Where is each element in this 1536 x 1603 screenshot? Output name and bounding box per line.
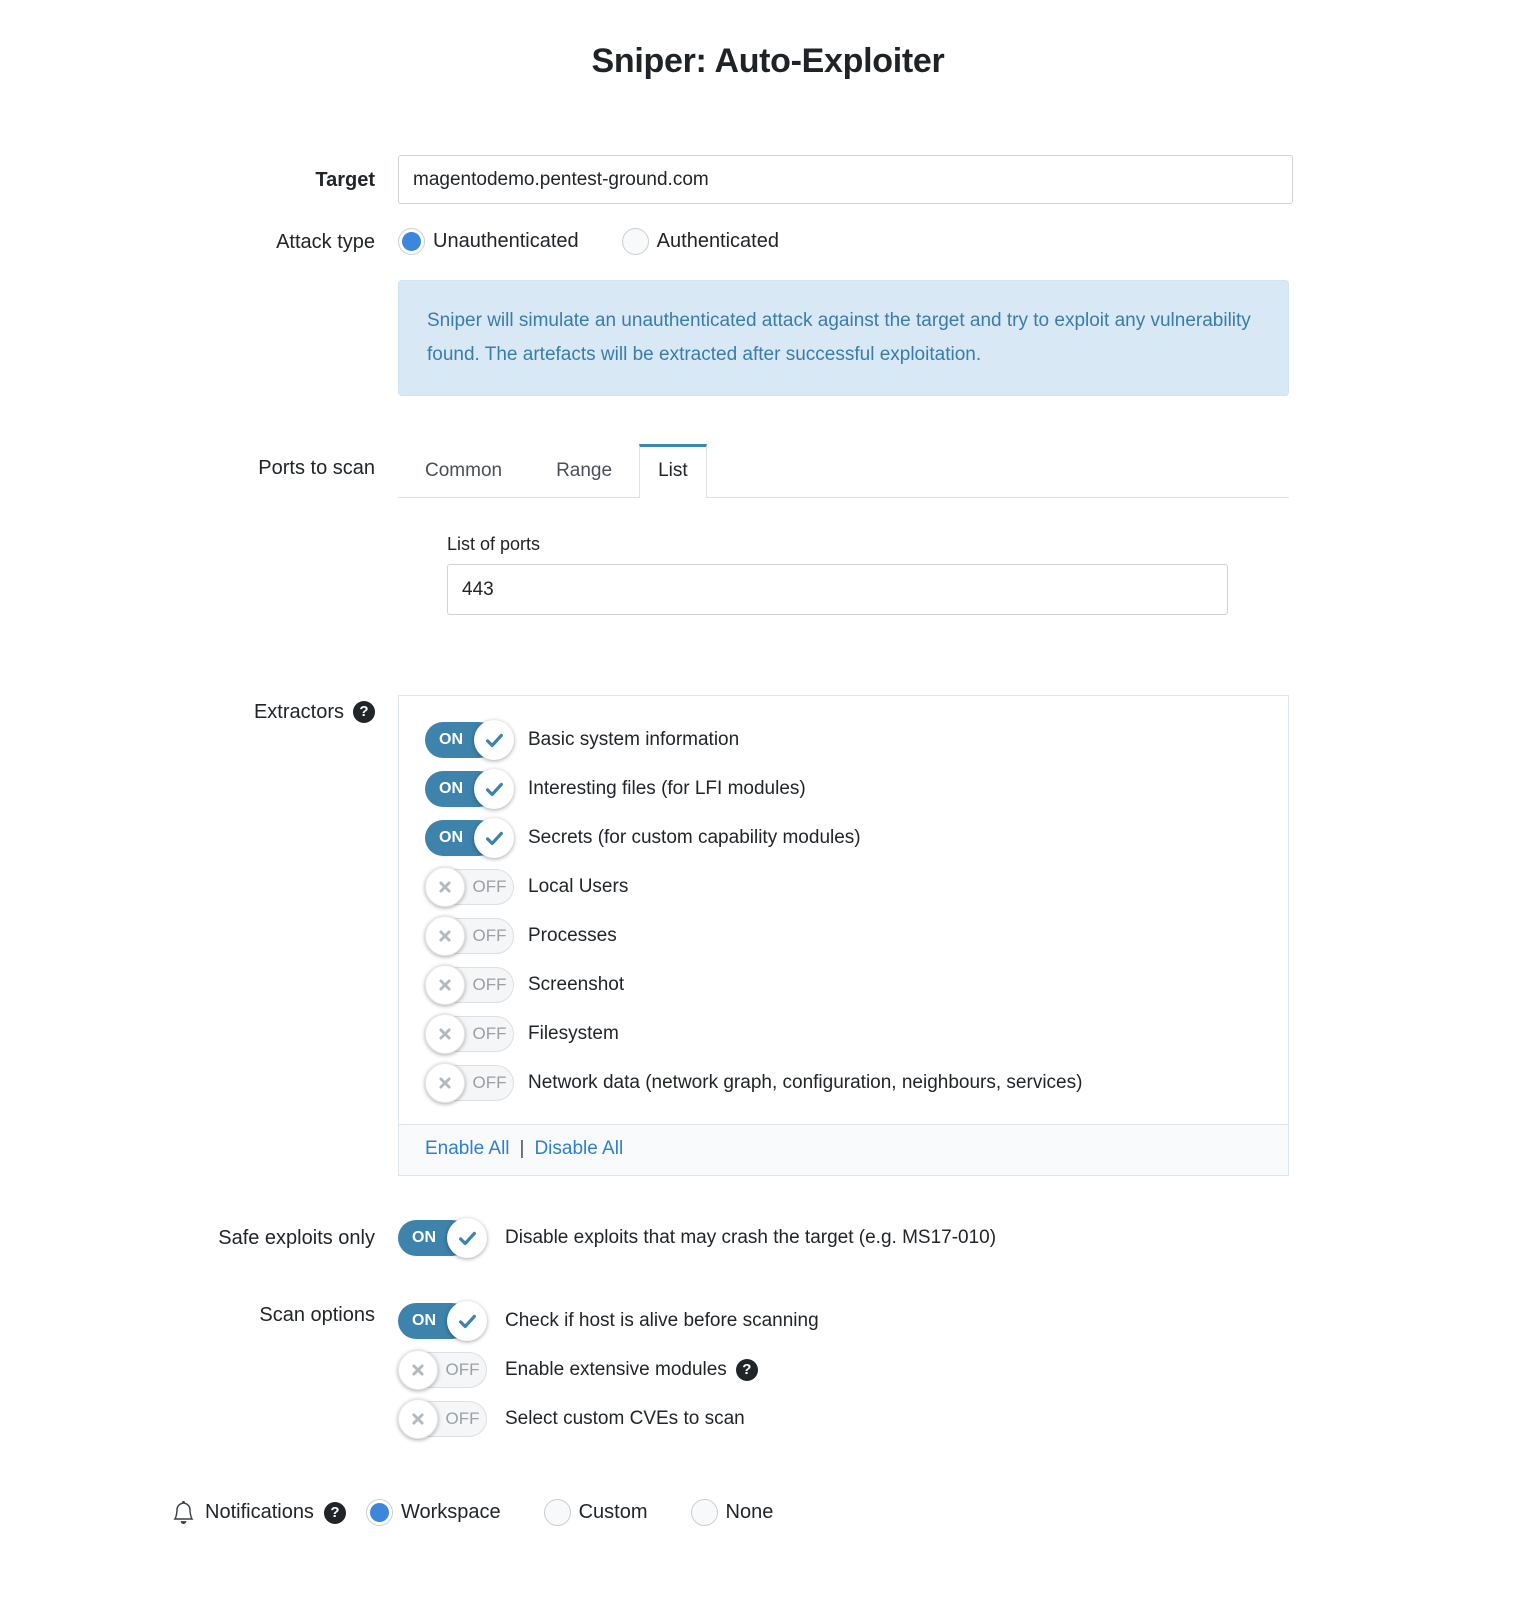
radio-none-label: None: [725, 1501, 774, 1523]
radio-authenticated[interactable]: [622, 228, 779, 255]
tab-list-content: [398, 498, 1289, 615]
bell-icon: [172, 1501, 195, 1524]
ports-label: Ports to scan: [258, 457, 375, 479]
check-icon: [474, 769, 514, 809]
tab-range[interactable]: Range: [556, 460, 613, 481]
attack-type-label: Attack type: [276, 230, 375, 253]
extractors-row: [0, 695, 1536, 1176]
attack-type-radio-group: [398, 228, 822, 255]
safe-exploits-description: Disable exploits that may crash the target (e.g. MS17-010): [505, 1227, 997, 1248]
extractor-item: [425, 960, 1268, 1009]
disable-all-link[interactable]: Disable All: [534, 1138, 624, 1159]
toggle-local-users[interactable]: OFF: [425, 869, 514, 905]
x-icon: [398, 1350, 438, 1390]
target-label: Target: [315, 168, 375, 191]
x-icon: [425, 1063, 465, 1103]
radio-workspace-label: Workspace: [400, 1501, 501, 1523]
safe-exploits-label: Safe exploits only: [218, 1227, 375, 1249]
extractor-label: Local Users: [528, 875, 629, 897]
extractor-item: [425, 911, 1268, 960]
radio-icon: [398, 228, 425, 255]
x-icon: [425, 1014, 465, 1054]
check-icon: [447, 1301, 487, 1341]
radio-custom[interactable]: [544, 1499, 648, 1526]
extractor-item: [425, 1009, 1268, 1058]
target-input[interactable]: [398, 155, 1293, 204]
extractors-footer: [399, 1124, 1288, 1175]
toggle-safe-exploits[interactable]: ON: [398, 1220, 487, 1256]
notifications-radio-group: [366, 1499, 816, 1526]
list-of-ports-label: List of ports: [447, 534, 541, 554]
extractors-help-icon[interactable]: [353, 701, 375, 723]
scan-option-label: Check if host is alive before scanning: [505, 1309, 819, 1331]
enable-all-link[interactable]: Enable All: [425, 1138, 510, 1159]
tab-bar: [398, 444, 1289, 498]
notifications-row: [0, 1499, 1536, 1544]
toggle-secrets[interactable]: ON: [425, 820, 514, 856]
scan-option-item: [398, 1345, 819, 1394]
x-icon: [425, 867, 465, 907]
tab-list[interactable]: List: [639, 444, 707, 498]
radio-custom-label: Custom: [578, 1501, 648, 1523]
toggle-extensive-modules[interactable]: OFF: [398, 1352, 487, 1388]
scan-options-list: [398, 1296, 819, 1443]
x-icon: [425, 916, 465, 956]
notifications-help-icon[interactable]: [324, 1502, 346, 1524]
scan-options-label: Scan options: [259, 1304, 375, 1326]
info-row: [0, 280, 1536, 396]
page-title: Sniper: Auto-Exploiter: [591, 42, 945, 80]
radio-icon: [691, 1499, 718, 1526]
extractor-label: Secrets (for custom capability modules): [528, 826, 861, 848]
toggle-interesting-files[interactable]: ON: [425, 771, 514, 807]
extractor-label: Basic system information: [528, 728, 740, 750]
radio-icon: [544, 1499, 571, 1526]
radio-workspace[interactable]: [366, 1499, 501, 1526]
radio-unauthenticated[interactable]: [398, 228, 579, 255]
toggle-basic-system-information[interactable]: ON: [425, 722, 514, 758]
safe-exploits-row: [0, 1220, 1536, 1256]
radio-icon: [622, 228, 649, 255]
extractor-label: Processes: [528, 924, 617, 946]
radio-unauthenticated-label: Unauthenticated: [433, 230, 579, 252]
extractors-label: Extractors: [253, 701, 344, 723]
tab-common[interactable]: Common: [425, 460, 503, 481]
scan-option-item: [398, 1296, 819, 1345]
extractor-item: [425, 715, 1268, 764]
notifications-label: Notifications: [205, 1501, 314, 1523]
toggle-filesystem[interactable]: OFF: [425, 1016, 514, 1052]
toggle-processes[interactable]: OFF: [425, 918, 514, 954]
check-icon: [474, 818, 514, 858]
link-separator: |: [519, 1138, 525, 1159]
toggle-check-host-alive[interactable]: ON: [398, 1303, 487, 1339]
extractor-item: [425, 862, 1268, 911]
scan-options-row: [0, 1296, 1536, 1443]
toggle-custom-cves[interactable]: OFF: [398, 1401, 487, 1437]
extractor-label: Screenshot: [528, 973, 625, 995]
scan-option-label: Enable extensive modules: [505, 1358, 727, 1380]
toggle-screenshot[interactable]: OFF: [425, 967, 514, 1003]
x-icon: [398, 1399, 438, 1439]
x-icon: [425, 965, 465, 1005]
ports-row: [0, 444, 1536, 615]
radio-icon: [366, 1499, 393, 1526]
attack-type-row: [0, 228, 1536, 255]
extractor-label: Filesystem: [528, 1022, 619, 1044]
extractors-panel: [398, 695, 1289, 1176]
list-of-ports-input[interactable]: [447, 564, 1228, 615]
extractor-item: [425, 1058, 1268, 1107]
extractor-label: Network data (network graph, configuration, neighbours, services): [528, 1071, 1083, 1093]
check-icon: [447, 1218, 487, 1258]
scan-option-item: [398, 1394, 819, 1443]
radio-none[interactable]: [691, 1499, 774, 1526]
attack-info-box: Sniper will simulate an unauthenticated attack against the target and try to exploit any vulnerability found. The artefacts will be extracted after successful exploitation.: [398, 280, 1289, 396]
extractor-item: [425, 813, 1268, 862]
extractor-item: [425, 764, 1268, 813]
ports-tabs: [398, 444, 1289, 615]
extractor-label: Interesting files (for LFI modules): [528, 777, 806, 799]
radio-authenticated-label: Authenticated: [656, 230, 779, 252]
check-icon: [474, 720, 514, 760]
toggle-network-data[interactable]: OFF: [425, 1065, 514, 1101]
target-row: [0, 155, 1536, 204]
scan-option-label: Select custom CVEs to scan: [505, 1407, 745, 1429]
extensive-modules-help-icon[interactable]: [736, 1359, 758, 1381]
